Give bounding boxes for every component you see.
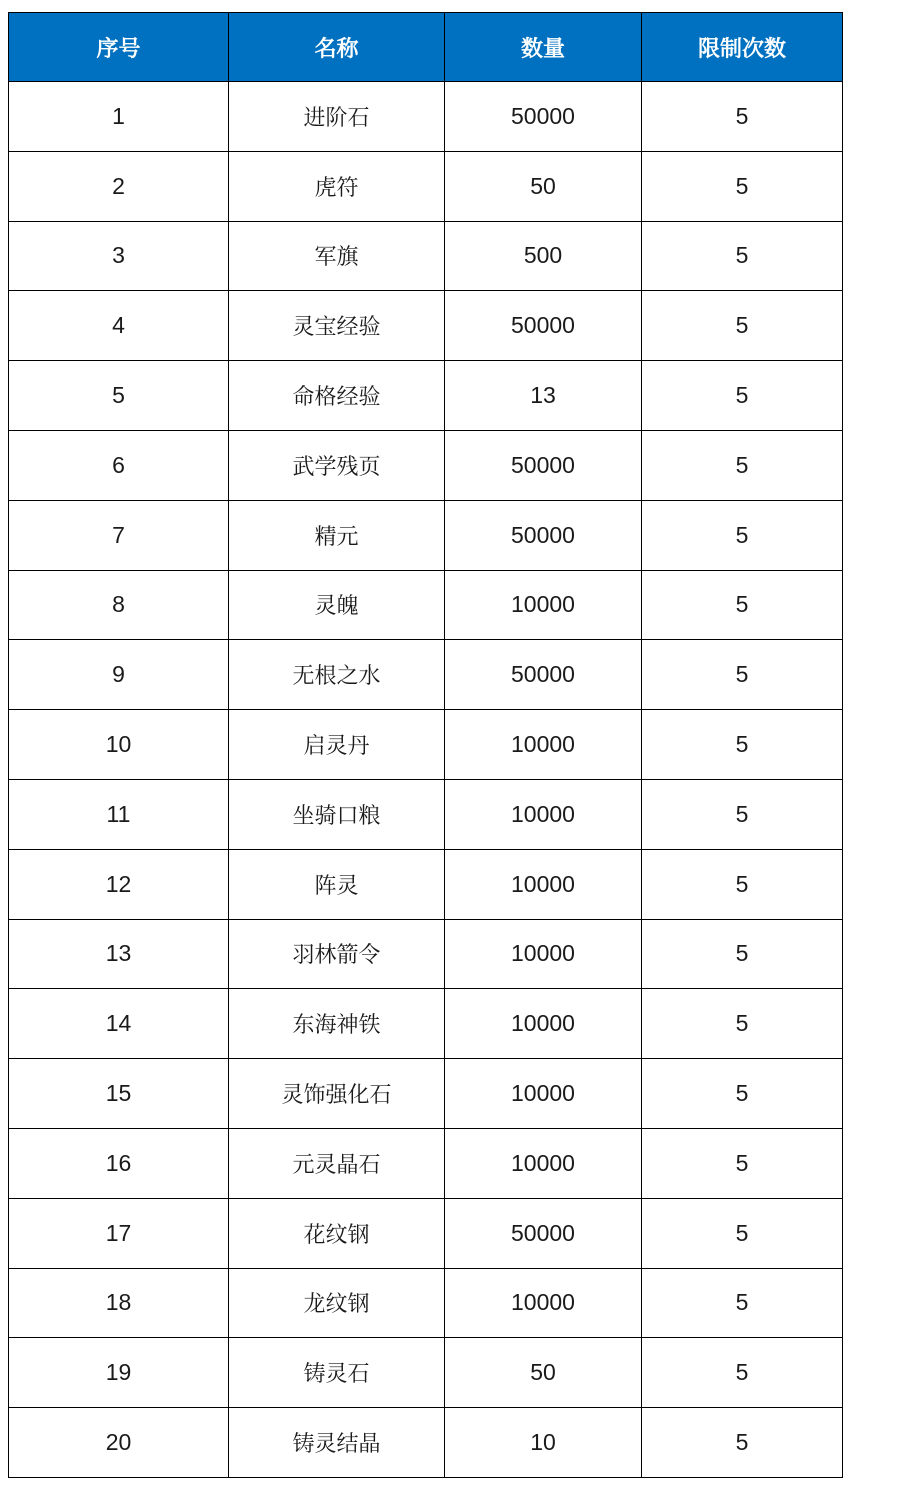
cell-index: 8 <box>9 570 229 640</box>
table-body <box>9 82 843 1478</box>
cell-index: 15 <box>9 1059 229 1129</box>
table-row <box>9 430 843 500</box>
cell-limit-count: 5 <box>642 919 843 989</box>
table-row <box>9 500 843 570</box>
cell-quantity: 50000 <box>445 500 642 570</box>
cell-quantity: 50000 <box>445 640 642 710</box>
table-row <box>9 221 843 291</box>
cell-name: 军旗 <box>229 221 445 291</box>
cell-quantity: 50 <box>445 1338 642 1408</box>
cell-index: 1 <box>9 82 229 152</box>
cell-index: 4 <box>9 291 229 361</box>
header-index: 序号 <box>9 13 229 82</box>
cell-index: 5 <box>9 361 229 431</box>
table-row <box>9 82 843 152</box>
cell-index: 7 <box>9 500 229 570</box>
cell-limit-count: 5 <box>642 1338 843 1408</box>
cell-limit-count: 5 <box>642 779 843 849</box>
cell-name: 羽林箭令 <box>229 919 445 989</box>
header-limit-count: 限制次数 <box>642 13 843 82</box>
cell-limit-count: 5 <box>642 570 843 640</box>
table-row <box>9 640 843 710</box>
cell-name: 东海神铁 <box>229 989 445 1059</box>
cell-name: 命格经验 <box>229 361 445 431</box>
table-header <box>9 13 843 82</box>
cell-name: 龙纹钢 <box>229 1268 445 1338</box>
cell-index: 12 <box>9 849 229 919</box>
cell-name: 铸灵结晶 <box>229 1408 445 1478</box>
cell-limit-count: 5 <box>642 500 843 570</box>
cell-name: 武学残页 <box>229 430 445 500</box>
cell-index: 20 <box>9 1408 229 1478</box>
cell-limit-count: 5 <box>642 1268 843 1338</box>
cell-index: 16 <box>9 1128 229 1198</box>
cell-quantity: 50000 <box>445 291 642 361</box>
cell-limit-count: 5 <box>642 291 843 361</box>
table-row <box>9 1338 843 1408</box>
cell-name: 阵灵 <box>229 849 445 919</box>
cell-quantity: 10000 <box>445 1268 642 1338</box>
header-quantity: 数量 <box>445 13 642 82</box>
cell-name: 启灵丹 <box>229 710 445 780</box>
table-row <box>9 570 843 640</box>
cell-index: 10 <box>9 710 229 780</box>
cell-name: 灵宝经验 <box>229 291 445 361</box>
cell-limit-count: 5 <box>642 1059 843 1129</box>
table-row <box>9 1059 843 1129</box>
cell-quantity: 10000 <box>445 849 642 919</box>
table-row <box>9 361 843 431</box>
cell-limit-count: 5 <box>642 1128 843 1198</box>
table-row <box>9 1268 843 1338</box>
cell-name: 虎符 <box>229 151 445 221</box>
item-table-container <box>8 12 843 1478</box>
cell-quantity: 10000 <box>445 1059 642 1129</box>
table-row <box>9 1128 843 1198</box>
header-row <box>9 13 843 82</box>
cell-limit-count: 5 <box>642 849 843 919</box>
table-row <box>9 151 843 221</box>
cell-index: 6 <box>9 430 229 500</box>
table-row <box>9 779 843 849</box>
cell-limit-count: 5 <box>642 1198 843 1268</box>
cell-index: 9 <box>9 640 229 710</box>
cell-name: 无根之水 <box>229 640 445 710</box>
cell-limit-count: 5 <box>642 989 843 1059</box>
cell-quantity: 10000 <box>445 989 642 1059</box>
cell-index: 13 <box>9 919 229 989</box>
cell-quantity: 10 <box>445 1408 642 1478</box>
table-row <box>9 291 843 361</box>
cell-index: 17 <box>9 1198 229 1268</box>
cell-name: 花纹钢 <box>229 1198 445 1268</box>
cell-quantity: 50000 <box>445 82 642 152</box>
cell-quantity: 10000 <box>445 919 642 989</box>
cell-name: 灵魄 <box>229 570 445 640</box>
cell-quantity: 50 <box>445 151 642 221</box>
cell-quantity: 50000 <box>445 1198 642 1268</box>
header-name: 名称 <box>229 13 445 82</box>
cell-name: 元灵晶石 <box>229 1128 445 1198</box>
cell-name: 灵饰强化石 <box>229 1059 445 1129</box>
table-row <box>9 1198 843 1268</box>
cell-limit-count: 5 <box>642 430 843 500</box>
cell-limit-count: 5 <box>642 1408 843 1478</box>
table-row <box>9 989 843 1059</box>
cell-limit-count: 5 <box>642 221 843 291</box>
cell-limit-count: 5 <box>642 710 843 780</box>
cell-name: 进阶石 <box>229 82 445 152</box>
cell-quantity: 10000 <box>445 779 642 849</box>
cell-limit-count: 5 <box>642 82 843 152</box>
cell-name: 精元 <box>229 500 445 570</box>
table-row <box>9 710 843 780</box>
cell-limit-count: 5 <box>642 151 843 221</box>
table-row <box>9 919 843 989</box>
cell-index: 2 <box>9 151 229 221</box>
cell-quantity: 13 <box>445 361 642 431</box>
item-limit-table <box>8 12 843 1478</box>
table-row <box>9 849 843 919</box>
cell-quantity: 10000 <box>445 710 642 780</box>
cell-quantity: 10000 <box>445 1128 642 1198</box>
cell-limit-count: 5 <box>642 361 843 431</box>
table-row <box>9 1408 843 1478</box>
cell-name: 坐骑口粮 <box>229 779 445 849</box>
cell-quantity: 10000 <box>445 570 642 640</box>
cell-quantity: 500 <box>445 221 642 291</box>
cell-index: 14 <box>9 989 229 1059</box>
cell-quantity: 50000 <box>445 430 642 500</box>
cell-index: 19 <box>9 1338 229 1408</box>
cell-limit-count: 5 <box>642 640 843 710</box>
cell-index: 3 <box>9 221 229 291</box>
cell-name: 铸灵石 <box>229 1338 445 1408</box>
cell-index: 18 <box>9 1268 229 1338</box>
cell-index: 11 <box>9 779 229 849</box>
